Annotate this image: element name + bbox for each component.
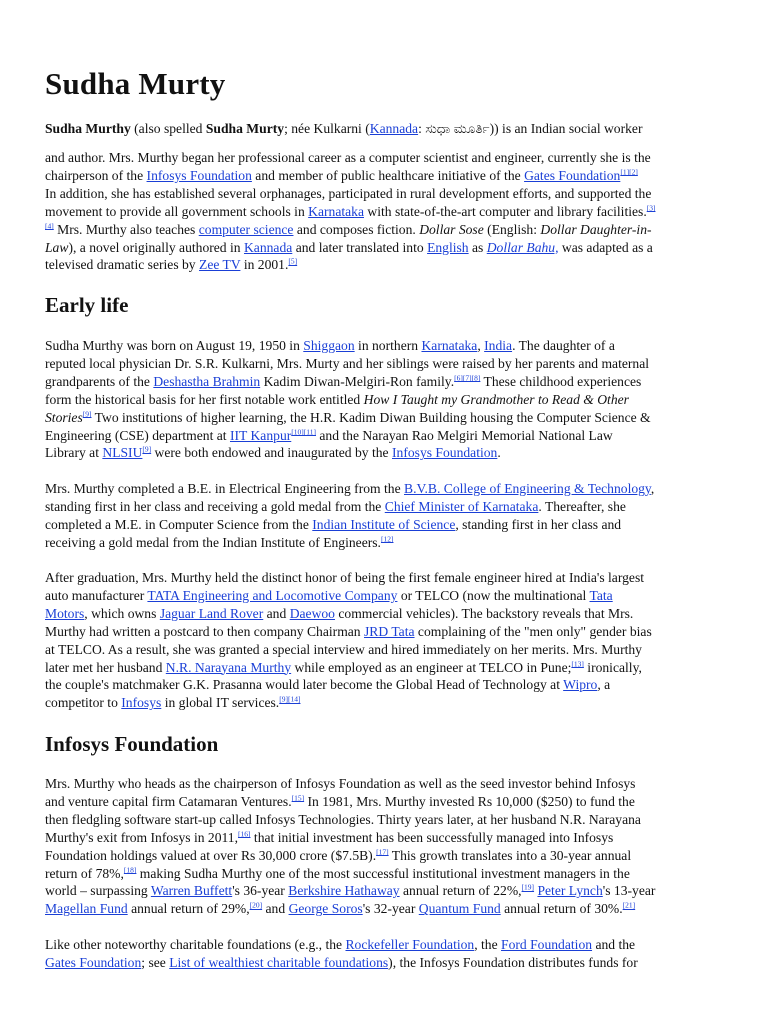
- reference-link[interactable]: [9][14]: [279, 694, 301, 704]
- text: return of 78%,: [45, 865, 124, 881]
- text-line: reputed local physician Dr. S.R. Kulkarni, Mrs. Murty and her siblings were raised by her parents and maternal: [45, 355, 650, 371]
- text-line: In addition, she has established several orphanages, participated in rural development efforts, and supported the: [45, 185, 652, 201]
- text: in 2001.: [240, 257, 289, 273]
- link-nlsiu[interactable]: NLSIU: [102, 445, 143, 461]
- text: Kadim Diwan-Melgiri-Ron family.: [260, 373, 455, 389]
- link-wealthiest-charitable-foundations[interactable]: List of wealthiest charitable foundations: [169, 954, 389, 970]
- link-infosys-foundation[interactable]: Infosys Foundation: [392, 445, 498, 461]
- early-life-paragraph-3: [45, 569, 725, 712]
- reference-link[interactable]: [17]: [376, 847, 389, 857]
- link-jaguar-land-rover[interactable]: Jaguar Land Rover: [159, 605, 264, 621]
- text: Two institutions of higher learning, the H.R. Kadim Diwan Building housing the Computer Science &: [91, 409, 651, 425]
- link-rockefeller-foundation[interactable]: Rockefeller Foundation: [345, 937, 475, 952]
- link-berkshire-hathaway[interactable]: Berkshire Hathaway: [288, 883, 400, 899]
- text: , standing first in her class and: [455, 516, 622, 532]
- text: (English:: [483, 221, 541, 237]
- reference-link[interactable]: [5]: [288, 256, 298, 266]
- text-line: After graduation, Mrs. Murthy held the distinct honor of being the first female engineer hired at India's largest: [45, 570, 645, 585]
- text: and: [262, 901, 289, 917]
- reference-link[interactable]: [4]: [45, 221, 54, 231]
- link-jrd-tata[interactable]: JRD Tata: [364, 623, 415, 639]
- reference-link[interactable]: [21]: [622, 900, 636, 910]
- text: while employed as an engineer at TELCO in Pune;: [291, 659, 572, 675]
- text: ), the Infosys Foundation distributes funds for: [388, 954, 638, 970]
- link-narayana-murthy[interactable]: N.R. Narayana Murthy: [165, 659, 292, 675]
- text: Mrs. Murthy also teaches: [53, 221, 199, 237]
- link-tata-engineering[interactable]: TATA Engineering and Locomotive Company: [147, 587, 398, 603]
- early-life-paragraph-1: [45, 337, 725, 462]
- text: competitor to: [45, 695, 122, 711]
- text: . The daughter of a: [512, 338, 615, 353]
- link-dollar-bahu[interactable]: Dollar Bahu,: [486, 239, 559, 255]
- intro-paragraph-1: [45, 120, 725, 138]
- text: movement to provide all government schools in: [45, 203, 309, 219]
- text: world – surpassing: [45, 883, 151, 899]
- text: and venture capital firm Catamaran Ventures.: [45, 793, 292, 809]
- link-george-soros[interactable]: George Soros: [288, 901, 363, 917]
- text-line: and author. Mrs. Murthy began her professional career as a computer scientist and engineer, currently she is the: [45, 150, 651, 165]
- text: completed a M.E. in Computer Science from the: [45, 516, 313, 532]
- bold-alt-name: Sudha Murty: [205, 121, 285, 136]
- link-magellan-fund[interactable]: Magellan Fund: [45, 901, 128, 917]
- text: .: [497, 445, 501, 461]
- reference-link[interactable]: [9]: [142, 444, 152, 454]
- reference-link[interactable]: [10][11]: [291, 427, 316, 436]
- text: complaining of the "men only" gender bias: [414, 623, 652, 639]
- text: later met her husband: [45, 659, 166, 675]
- link-kannada[interactable]: Kannada: [243, 239, 293, 255]
- link-indian-institute-of-science[interactable]: Indian Institute of Science: [312, 516, 456, 532]
- text: , which owns: [84, 605, 160, 621]
- infosys-paragraph-2: [45, 936, 725, 972]
- link-chief-minister-karnataka[interactable]: Chief Minister of Karnataka: [384, 498, 539, 514]
- text: grandparents of the: [45, 373, 154, 389]
- text: 's 36-year: [232, 883, 289, 899]
- reference-link[interactable]: [9]: [82, 409, 92, 419]
- reference-link[interactable]: [6][7][8]: [454, 373, 481, 383]
- text: the couple's matchmaker G.K. Prasanna would later become the Global Head of Technology at: [45, 677, 564, 693]
- text: ; née Kulkarni (: [284, 121, 370, 136]
- reference-link[interactable]: [19]: [521, 882, 535, 892]
- text: In 1981, Mrs. Murthy invested Rs 10,000 ($250) to fund the: [304, 793, 635, 809]
- link-warren-buffett[interactable]: Warren Buffett: [150, 883, 233, 899]
- text: Murthy's exit from Infosys in 2011,: [45, 829, 239, 845]
- text: annual return of 29%,: [127, 901, 250, 917]
- page-title: Sudha Murty: [45, 66, 226, 101]
- text: Sudha Murthy was born on August 19, 1950 in: [45, 338, 304, 353]
- heading-early-life: Early life: [45, 293, 129, 317]
- link-tata-motors[interactable]: Motors: [45, 605, 85, 621]
- text: . Thereafter, she: [538, 498, 626, 514]
- text: in global IT services.: [161, 695, 280, 711]
- link-daewoo[interactable]: Daewoo: [289, 605, 335, 621]
- reference-link[interactable]: [20]: [249, 900, 263, 910]
- text: with state-of-the-art computer and library facilities.: [364, 203, 647, 219]
- text: that initial investment has been successfully managed into Infosys: [250, 829, 614, 845]
- link-kannada[interactable]: Kannada: [369, 121, 419, 136]
- reference-link[interactable]: [3]: [646, 203, 656, 213]
- text: 's 32-year: [362, 901, 419, 917]
- text: , a: [597, 677, 611, 693]
- text: and the: [592, 937, 636, 952]
- italic-title: Dollar Sose: [419, 221, 484, 237]
- text: and member of public healthcare initiative of the: [251, 167, 525, 183]
- text-line: then fledgling software start-up called Infosys Technologies. Thirty years later, at her husband N.R. Narayana: [45, 811, 641, 827]
- text: ; see: [141, 954, 170, 970]
- link-iit-kanpur[interactable]: IIT Kanpur: [229, 427, 292, 443]
- reference-link[interactable]: [15]: [291, 793, 305, 803]
- text-line: at TELCO. As a result, she was granted a special interview and hired immediately on her merits. Mrs. Murthy: [45, 641, 642, 657]
- heading-infosys-foundation: Infosys Foundation: [45, 732, 219, 756]
- text: , the: [474, 937, 502, 952]
- text: and composes fiction.: [293, 221, 420, 237]
- link-gates-foundation[interactable]: Gates Foundation: [45, 954, 142, 970]
- link-quantum-fund[interactable]: Quantum Fund: [418, 901, 501, 917]
- text: or TELCO (now the multinational: [397, 587, 590, 603]
- text: Mrs. Murthy completed a B.E. in Electrical Engineering from the: [45, 481, 404, 496]
- link-computer-science[interactable]: computer science: [198, 221, 294, 237]
- infosys-paragraph-1: [45, 775, 725, 918]
- text: These childhood experiences: [480, 373, 642, 389]
- reference-link[interactable]: [18]: [123, 865, 137, 874]
- text: and later translated into: [292, 239, 428, 255]
- italic-title: Dollar Daughter-in-: [540, 221, 652, 237]
- text: standing first in her class and receiving a gold medal from the: [45, 498, 385, 514]
- text: Like other noteworthy charitable foundations (e.g., the: [45, 937, 346, 952]
- text: and: [263, 605, 290, 621]
- text: commercial vehicles). The backstory reveals that Mrs.: [334, 605, 634, 621]
- text: ), a novel originally authored in: [68, 239, 244, 255]
- link-gates-foundation[interactable]: Gates Foundation: [524, 167, 621, 183]
- link-infosys-foundation[interactable]: Infosys Foundation: [146, 167, 252, 183]
- text: was adapted as a: [558, 239, 653, 255]
- text: auto manufacturer: [45, 587, 148, 603]
- text: ironically,: [583, 659, 642, 675]
- link-bvb-college[interactable]: B.V.B. College of Engineering & Technology: [404, 481, 651, 496]
- bold-name: Sudha Murthy: [45, 121, 131, 136]
- text-line: Mrs. Murthy who heads as the chairperson of Infosys Foundation as well as the seed investor behind Infosys: [45, 776, 636, 791]
- text: ,: [477, 338, 485, 353]
- link-deshastha-brahmin[interactable]: Deshastha Brahmin: [153, 373, 261, 389]
- text: Murthy had written a postcard to then company Chairman: [45, 623, 364, 639]
- text: Library at: [45, 445, 103, 461]
- link-infosys[interactable]: Infosys: [121, 695, 162, 711]
- intro-paragraph-2: [45, 149, 725, 274]
- kannada-name: : ಸುಧಾ ಮೂರ್ತಿ: [418, 121, 490, 136]
- link-english[interactable]: English: [427, 239, 469, 255]
- link-tata-motors[interactable]: Tata: [589, 587, 613, 603]
- text: This growth translates into a 30-year annual: [388, 847, 632, 863]
- text: televised dramatic series by: [45, 257, 200, 273]
- text: (also spelled: [130, 121, 206, 136]
- link-zee-tv[interactable]: Zee TV: [199, 257, 241, 273]
- link-karnataka[interactable]: Karnataka: [421, 338, 478, 353]
- text: and the Narayan Rao Melgiri Memorial National Law: [315, 427, 613, 443]
- link-karnataka[interactable]: Karnataka: [308, 203, 364, 219]
- text: Foundation holdings valued at over Rs 30,000 crore ($7.5B).: [45, 847, 377, 863]
- early-life-paragraph-2: [45, 480, 725, 552]
- text: in northern: [354, 338, 422, 353]
- link-wipro[interactable]: Wipro: [563, 677, 598, 693]
- text: as: [468, 239, 487, 255]
- text: making Sudha Murthy one of the most successful institutional investment managers in the: [136, 865, 630, 881]
- text: Engineering (CSE) department at: [45, 427, 230, 443]
- text: 's 13-year: [602, 883, 656, 899]
- link-india[interactable]: India: [484, 338, 513, 353]
- text: )) is an Indian social worker: [489, 121, 643, 136]
- italic-title: Law: [45, 239, 69, 255]
- text: ,: [650, 481, 655, 496]
- reference-link[interactable]: [12]: [380, 534, 394, 544]
- text: chairperson of the: [45, 167, 147, 183]
- italic-title: Stories: [45, 409, 83, 425]
- text: annual return of 22%,: [399, 883, 522, 899]
- text: were both endowed and inaugurated by the: [151, 445, 392, 461]
- reference-link[interactable]: [1][2]: [620, 167, 638, 177]
- reference-link[interactable]: [13]: [571, 659, 584, 668]
- text: form the historical basis for her first notable work entitled: [45, 391, 364, 407]
- link-peter-lynch[interactable]: Peter Lynch: [537, 883, 603, 899]
- link-ford-foundation[interactable]: Ford Foundation: [501, 937, 593, 952]
- reference-link[interactable]: [16]: [238, 829, 251, 839]
- italic-title: How I Taught my Grandmother to Read & Other: [363, 391, 629, 407]
- text: receiving a gold medal from the Indian Institute of Engineers.: [45, 534, 381, 550]
- text: annual return of 30%.: [500, 901, 623, 917]
- link-shiggaon[interactable]: Shiggaon: [303, 338, 355, 353]
